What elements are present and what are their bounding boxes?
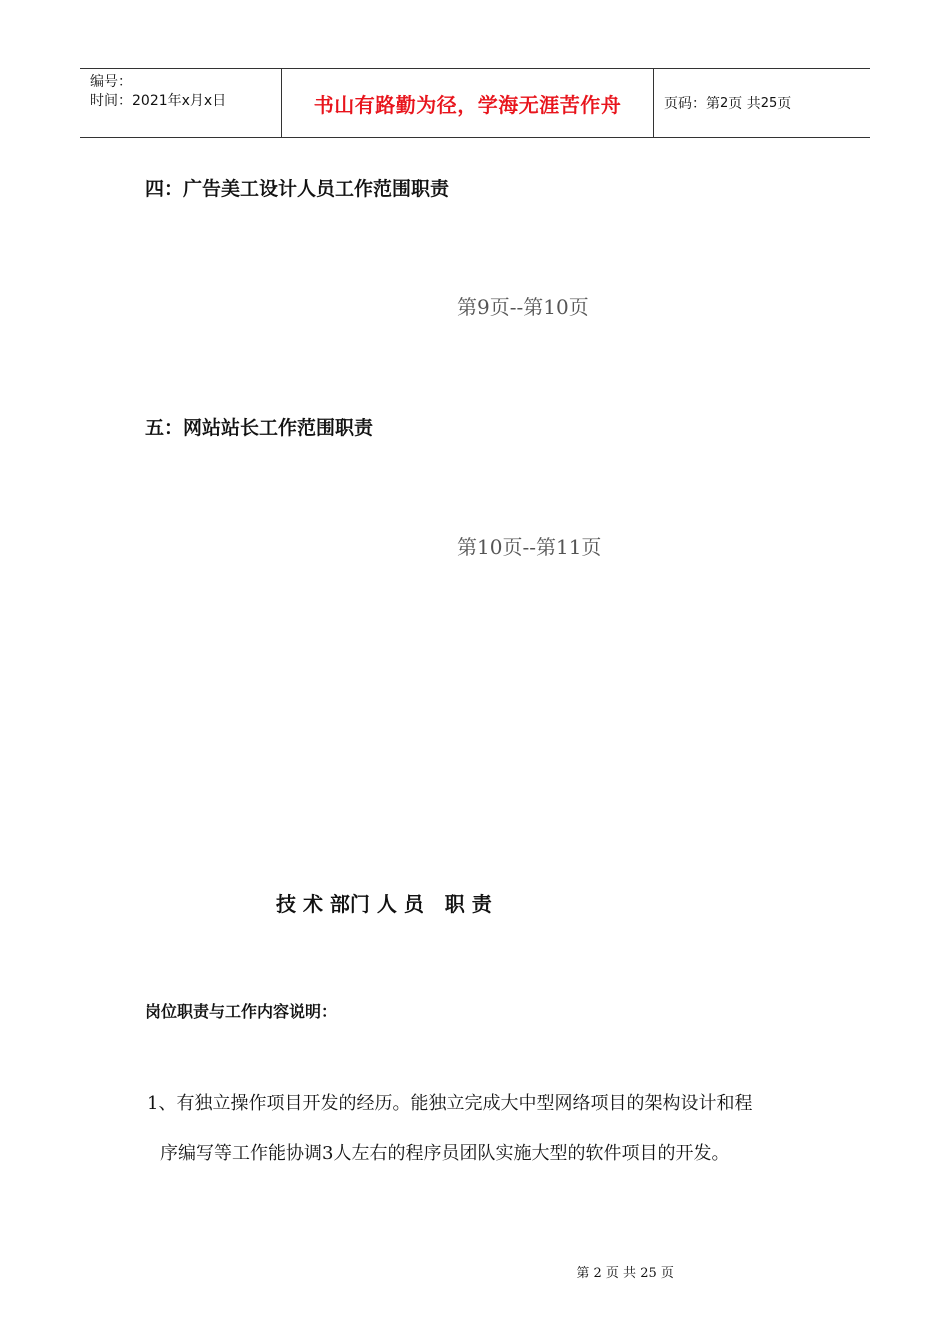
section-heading: 四：广告美工设计人员工作范围职责: [145, 178, 450, 200]
duty-label: 岗位职责与工作内容说明：: [145, 1002, 338, 1021]
page-mid: 页 共: [728, 96, 761, 112]
header-motto: 书山有路勤为径，学海无涯苦作舟: [313, 92, 622, 117]
header-page-info: [654, 69, 870, 137]
page-label: 页码：第: [664, 96, 720, 112]
paragraph-line: 1、有独立操作项目开发的经历。能独立完成大中型网络项目的架构设计和程: [147, 1093, 753, 1114]
section-heading: 五：网站站长工作范围职责: [145, 417, 374, 439]
page-total: 25: [760, 95, 778, 111]
page-header: [80, 68, 870, 138]
section-page-range: 第10页--第11页: [457, 535, 602, 559]
footer-page-number: 第 2 页 共 25 页: [576, 1266, 674, 1281]
page-end: 页: [777, 96, 792, 112]
page-current: 2: [720, 95, 729, 111]
department-title: 技 术 部门 人 员 职 责: [276, 892, 492, 916]
doc-time-label: 时间：2021年x月x日: [90, 93, 227, 109]
header-meta: [80, 69, 282, 137]
section-page-range: 第9页--第10页: [457, 295, 589, 319]
paragraph-line: 序编写等工作能协调3人左右的程序员团队实施大型的软件项目的开发。: [160, 1143, 730, 1164]
header-motto-cell: [282, 69, 654, 137]
page-footer: [0, 1247, 950, 1281]
doc-number-label: 编号：: [90, 74, 132, 90]
